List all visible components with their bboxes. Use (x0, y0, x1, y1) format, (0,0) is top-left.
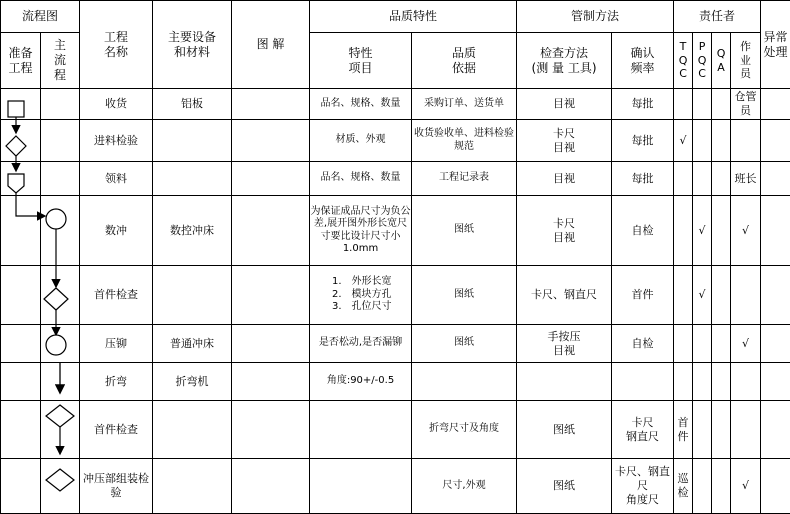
row-equipment: 折弯机 (153, 363, 232, 401)
row-inspection-method: 卡尺 目视 (517, 196, 612, 266)
row-quality-basis (412, 363, 517, 401)
row-characteristic-item: 材质、外观 (310, 120, 412, 162)
row-qa (712, 120, 731, 162)
prep-flow-cell (1, 363, 41, 401)
main-flow-cell (41, 162, 80, 196)
row-pqc (693, 120, 712, 162)
row-equipment: 普通冲床 (153, 325, 232, 363)
main-flow-cell (41, 363, 80, 401)
header-characteristic-item: 特性 项目 (310, 33, 412, 89)
row-qa (712, 401, 731, 459)
row-tqc (674, 89, 693, 120)
diagram-cell (232, 196, 310, 266)
header-prep-process: 准备 工程 (1, 33, 41, 89)
row-characteristic-item: 角度:90+/-0.5 (310, 363, 412, 401)
header-qa: Q A (712, 33, 731, 89)
table-row (1, 266, 790, 325)
row-characteristic-item: 品名、规格、数量 (310, 89, 412, 120)
row-qa (712, 266, 731, 325)
row-operator (731, 401, 761, 459)
row-inspection-method (517, 363, 612, 401)
row-tqc (674, 162, 693, 196)
row-pqc (693, 459, 712, 514)
row-quality-basis: 图纸 (412, 325, 517, 363)
main-flow-cell (41, 196, 80, 266)
row-operator: √ (731, 196, 761, 266)
row-operator: √ (731, 325, 761, 363)
row-equipment (153, 162, 232, 196)
row-equipment (153, 266, 232, 325)
header-control-method: 管制方法 (517, 1, 674, 33)
prep-flow-cell (1, 459, 41, 514)
row-process-name: 首件检查 (80, 401, 153, 459)
row-process-name: 折弯 (80, 363, 153, 401)
row-operator (731, 266, 761, 325)
table-row (1, 401, 790, 459)
abnormal-cell (761, 196, 790, 266)
header-tqc: T Q C (674, 33, 693, 89)
diagram-cell (232, 89, 310, 120)
row-process-name: 首件检查 (80, 266, 153, 325)
row-qa (712, 363, 731, 401)
row-qa (712, 89, 731, 120)
row-characteristic-item: 1. 外形长宽 2. 模块方孔 3. 孔位尺寸 (310, 266, 412, 325)
row-frequency: 每批 (612, 89, 674, 120)
row-pqc (693, 162, 712, 196)
row-process-name: 领料 (80, 162, 153, 196)
row-operator (731, 363, 761, 401)
header-responsible: 责任者 (674, 1, 761, 33)
row-frequency: 自检 (612, 325, 674, 363)
header-pqc: P Q C (693, 33, 712, 89)
row-tqc (674, 196, 693, 266)
row-frequency: 首件 (612, 266, 674, 325)
prep-flow-cell (1, 162, 41, 196)
header-confirm-frequency: 确认 频率 (612, 33, 674, 89)
row-frequency: 自检 (612, 196, 674, 266)
diagram-cell (232, 162, 310, 196)
row-frequency (612, 363, 674, 401)
row-qa (712, 162, 731, 196)
header-main-flow: 主 流 程 (41, 33, 80, 89)
abnormal-cell (761, 325, 790, 363)
table-row (1, 363, 790, 401)
row-quality-basis: 图纸 (412, 196, 517, 266)
diagram-cell (232, 401, 310, 459)
row-operator: 班长 (731, 162, 761, 196)
row-characteristic-item (310, 459, 412, 514)
row-quality-basis: 工程记录表 (412, 162, 517, 196)
row-frequency: 每批 (612, 162, 674, 196)
row-inspection-method: 图纸 (517, 459, 612, 514)
main-flow-cell (41, 89, 80, 120)
row-quality-basis: 折弯尺寸及角度 (412, 401, 517, 459)
row-equipment (153, 459, 232, 514)
row-quality-basis: 图纸 (412, 266, 517, 325)
row-characteristic-item: 是否松动,是否漏铆 (310, 325, 412, 363)
row-inspection-method: 图纸 (517, 401, 612, 459)
abnormal-cell (761, 89, 790, 120)
abnormal-cell (761, 459, 790, 514)
header-diagram: 图 解 (232, 1, 310, 89)
diagram-cell (232, 325, 310, 363)
diagram-cell (232, 363, 310, 401)
row-pqc: √ (693, 196, 712, 266)
row-tqc (674, 325, 693, 363)
header-abnormal-handling: 异常 处理 (761, 1, 790, 89)
row-inspection-method: 卡尺、钢直尺 (517, 266, 612, 325)
row-operator: √ (731, 459, 761, 514)
row-pqc (693, 325, 712, 363)
row-characteristic-item: 品名、规格、数量 (310, 162, 412, 196)
table-row (1, 196, 790, 266)
row-equipment (153, 120, 232, 162)
row-frequency: 卡尺 钢直尺 (612, 401, 674, 459)
row-qa (712, 196, 731, 266)
abnormal-cell (761, 401, 790, 459)
diagram-cell (232, 266, 310, 325)
row-operator: 仓管员 (731, 89, 761, 120)
header-inspection-method: 检查方法 (测 量 工具) (517, 33, 612, 89)
table-row (1, 162, 790, 196)
prep-flow-cell (1, 89, 41, 120)
row-pqc: √ (693, 266, 712, 325)
row-pqc (693, 89, 712, 120)
table-row (1, 89, 790, 120)
row-tqc (674, 363, 693, 401)
table-row (1, 325, 790, 363)
row-operator (731, 120, 761, 162)
row-tqc: 巡 检 (674, 459, 693, 514)
row-pqc (693, 363, 712, 401)
row-process-name: 冲压部组装检验 (80, 459, 153, 514)
header-operator: 作 业 员 (731, 33, 761, 89)
row-tqc: √ (674, 120, 693, 162)
prep-flow-cell (1, 401, 41, 459)
table-row (1, 120, 790, 162)
row-inspection-method: 卡尺 目视 (517, 120, 612, 162)
header-quality-characteristics: 品质特性 (310, 1, 517, 33)
row-tqc (674, 266, 693, 325)
row-qa (712, 325, 731, 363)
row-process-name: 收货 (80, 89, 153, 120)
row-inspection-method: 目视 (517, 89, 612, 120)
row-quality-basis: 尺寸,外观 (412, 459, 517, 514)
row-frequency: 卡尺、钢直尺 角度尺 (612, 459, 674, 514)
diagram-cell (232, 120, 310, 162)
row-qa (712, 459, 731, 514)
header-quality-basis: 品质 依据 (412, 33, 517, 89)
main-flow-cell (41, 266, 80, 325)
abnormal-cell (761, 363, 790, 401)
main-flow-cell (41, 120, 80, 162)
row-equipment (153, 401, 232, 459)
prep-flow-cell (1, 325, 41, 363)
table-row (1, 459, 790, 514)
prep-flow-cell (1, 266, 41, 325)
abnormal-cell (761, 266, 790, 325)
main-flow-cell (41, 401, 80, 459)
row-characteristic-item: 为保证成品尺寸为负公差,展开图外形长宽尺寸要比设计尺寸小1.0mm (310, 196, 412, 266)
prep-flow-cell (1, 120, 41, 162)
row-tqc: 首 件 (674, 401, 693, 459)
row-quality-basis: 采购订单、送货单 (412, 89, 517, 120)
abnormal-cell (761, 162, 790, 196)
main-flow-cell (41, 325, 80, 363)
header-equipment: 主要设备 和材料 (153, 1, 232, 89)
row-inspection-method: 手按压 目视 (517, 325, 612, 363)
row-frequency: 每批 (612, 120, 674, 162)
main-flow-cell (41, 459, 80, 514)
row-equipment: 数控冲床 (153, 196, 232, 266)
row-characteristic-item (310, 401, 412, 459)
prep-flow-cell (1, 196, 41, 266)
row-process-name: 进料检验 (80, 120, 153, 162)
table-body (1, 89, 790, 514)
row-process-name: 数冲 (80, 196, 153, 266)
row-inspection-method: 目视 (517, 162, 612, 196)
row-process-name: 压铆 (80, 325, 153, 363)
row-pqc (693, 401, 712, 459)
abnormal-cell (761, 120, 790, 162)
row-quality-basis: 收货验收单、进料检验规范 (412, 120, 517, 162)
diagram-cell (232, 459, 310, 514)
row-equipment: 铝板 (153, 89, 232, 120)
header-flowchart: 流程图 (1, 1, 80, 33)
header-process-name: 工程 名称 (80, 1, 153, 89)
